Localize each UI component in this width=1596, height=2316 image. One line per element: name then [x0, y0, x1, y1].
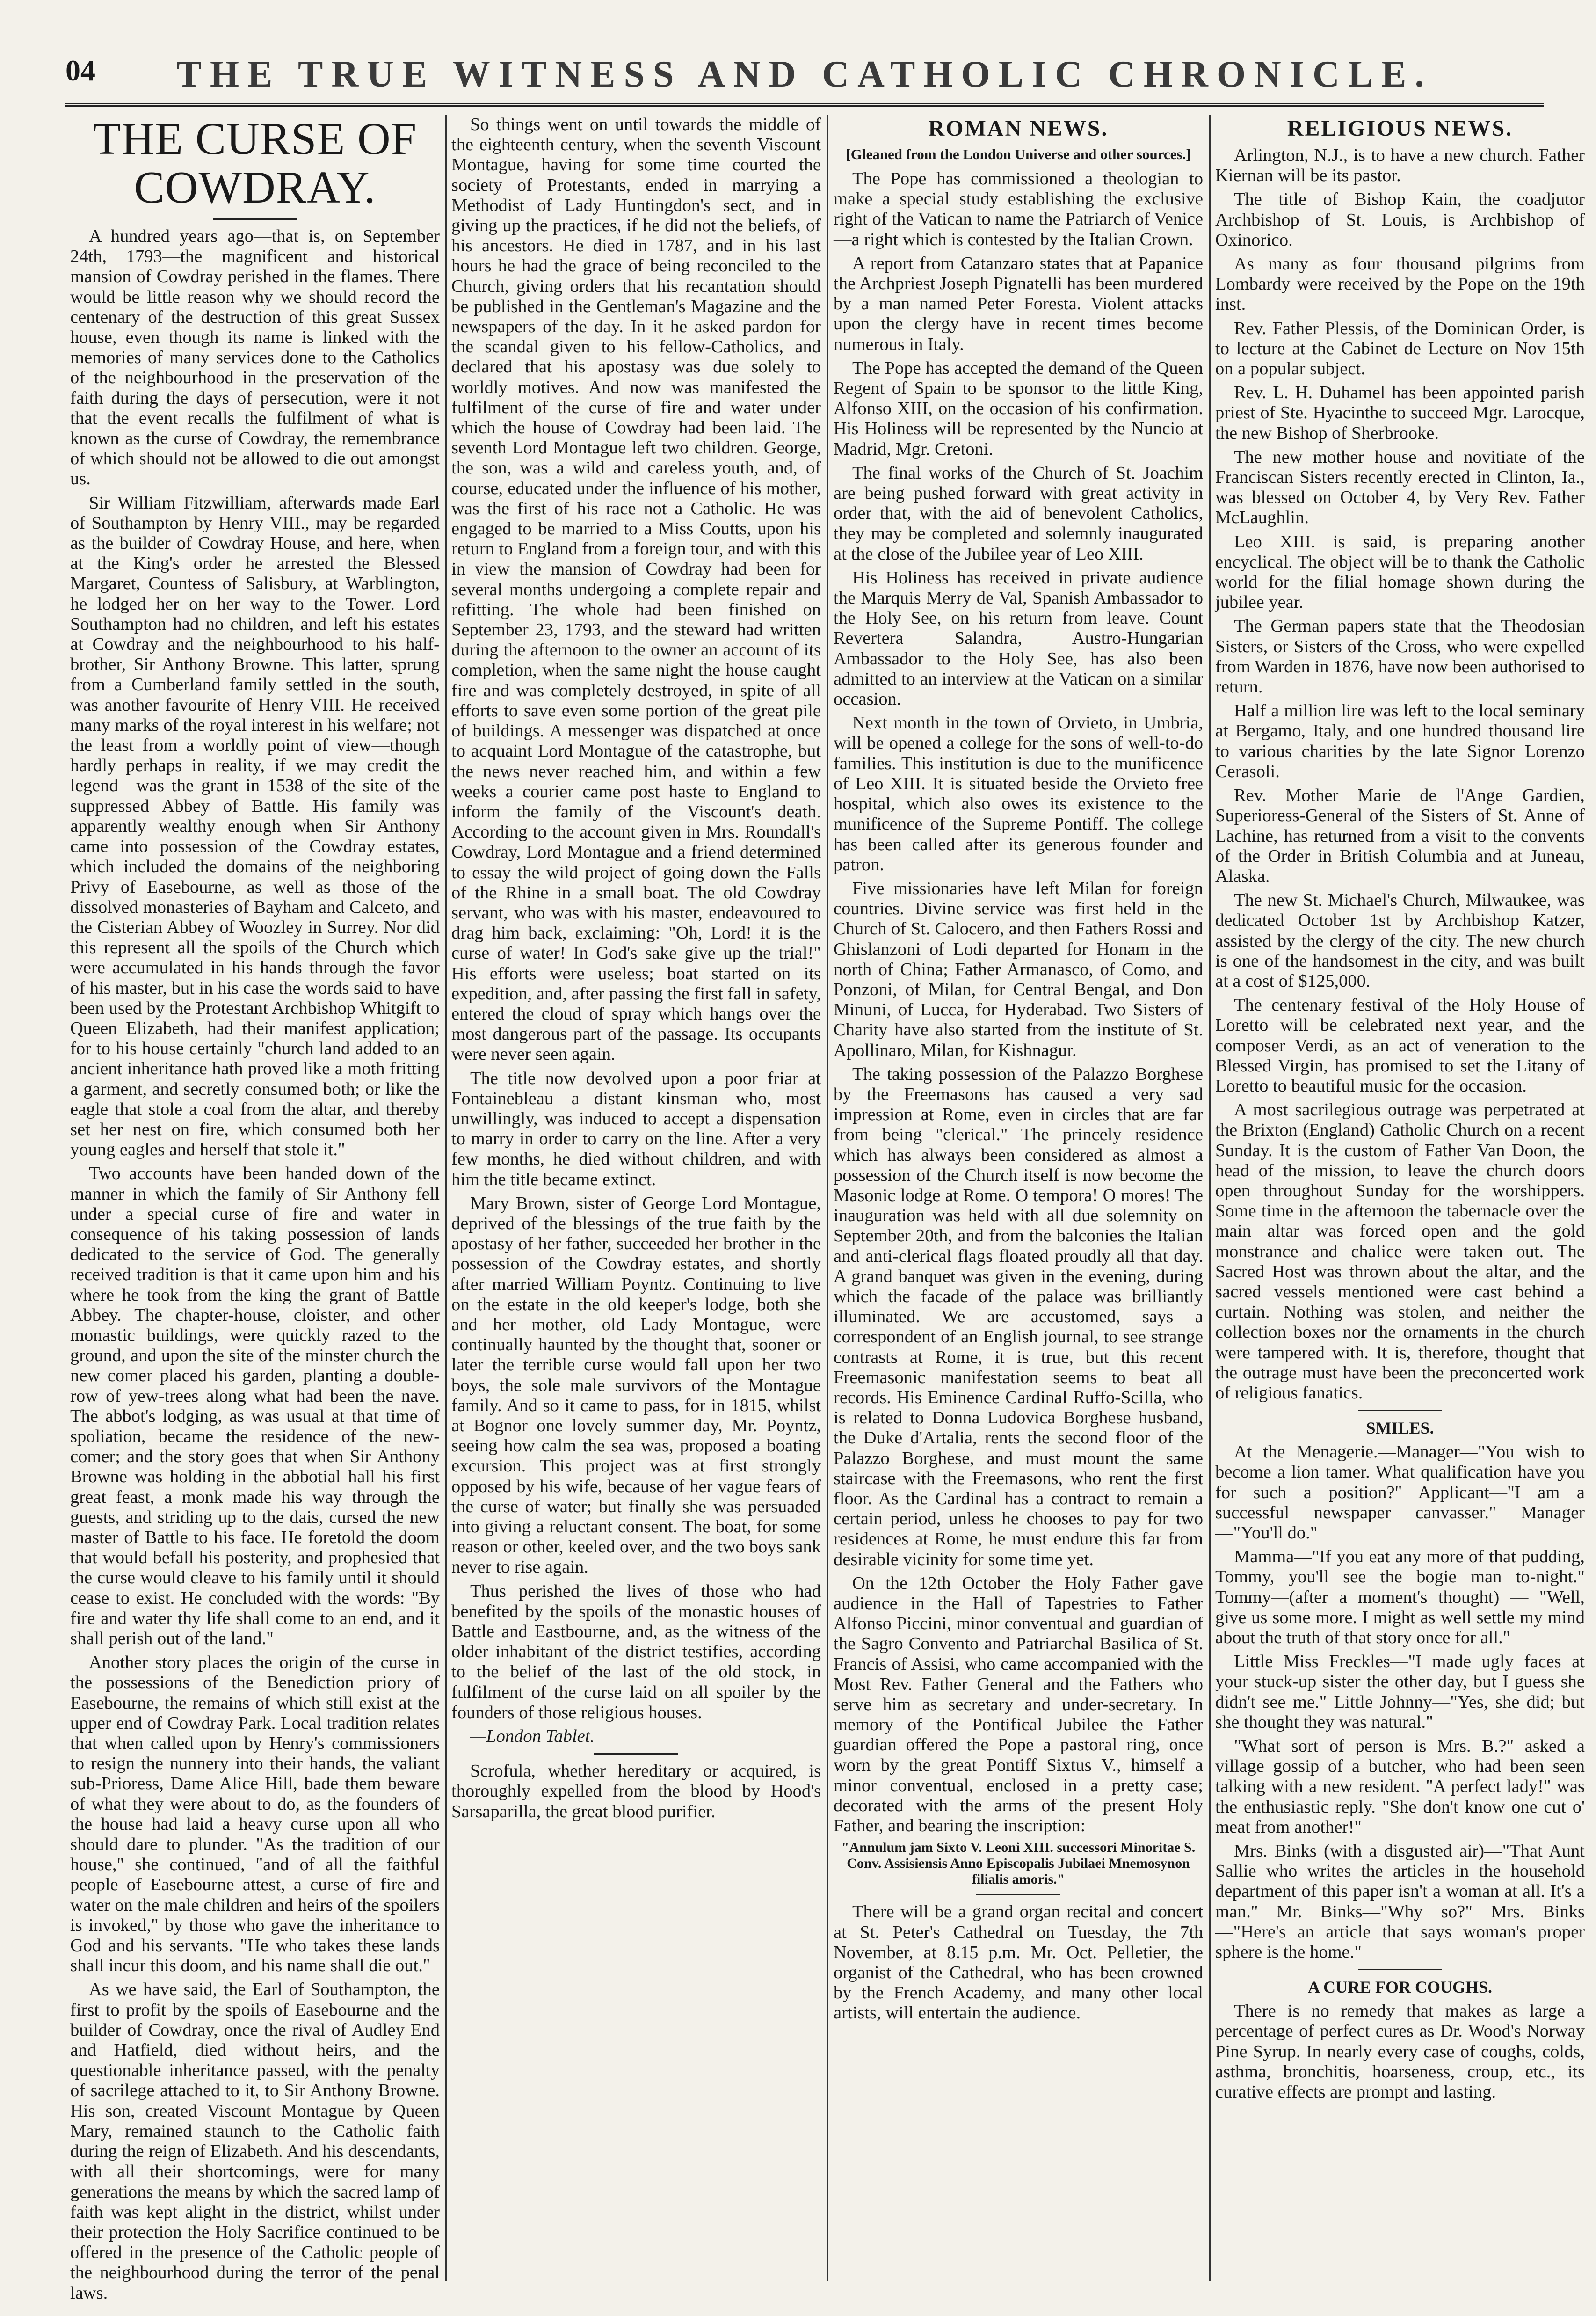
- roman-news-subhead: [Gleaned from the London Universe and other sources.]: [846, 146, 1191, 162]
- article-signature: —London Tablet.: [470, 1726, 595, 1747]
- news-paragraph: Rev. Father Plessis, of the Dominican Order, is to lecture at the Cabinet de Lecture on Nov 15th on a popular subject.: [1215, 318, 1585, 379]
- news-paragraph: The title of Bishop Kain, the coadjutor Archbishop of St. Louis, is Archbishop of Oxinorico.: [1215, 189, 1585, 250]
- joke-paragraph: "What sort of person is Mrs. B.?" asked a village gossip of a butcher, who had been seen talking with a new resident. "A perfect lady!" was the enthusiastic reply. "She don't know one cut o' meat from another!": [1215, 1736, 1585, 1837]
- news-paragraph: Rev. L. H. Duhamel has been appointed parish priest of Ste. Hyacinthe to succeed Mgr. Larocque, the new Bishop of Sherbrooke.: [1215, 383, 1585, 443]
- ad-paragraph: There is no remedy that makes as large a percentage of perfect cures as Dr. Wood's Norway Pine Syrup. In nearly every case of coughs, colds, asthma, bronchitis, hoarseness, croup, etc., its curative effects are prompt and lasting.: [1215, 2001, 1585, 2102]
- news-paragraph: Five missionaries have left Milan for foreign countries. Divine service was first held in the Church of St. Calocero, and then Fathers Rossi and Ghislanzoni of Lodi departed for Honam in the north of China; Father Armanasco, of Como, and Ponzoni, of Milan, for Central Bengal, and Don Minuni, of Lucca, for Hyderabad. Two Sisters of Charity have also started from the institute of St. Apollinaro, Milan, for Kishnagur.: [834, 878, 1203, 1060]
- news-paragraph: The new St. Michael's Church, Milwaukee, was dedicated October 1st by Archbishop Katzer, assisted by the clergy of the city. The new church is one of the handsomest in the city, and was built at a cost of $125,000.: [1215, 890, 1585, 991]
- column-4: [1215, 115, 1585, 2286]
- news-paragraph: Half a million lire was left to the local seminary at Bergamo, Italy, and one hundred thousand lire to various charities by the late Signor Lorenzo Cerasoli.: [1215, 701, 1585, 781]
- section-rule: [594, 1753, 678, 1755]
- news-paragraph: A most sacrilegious outrage was perpetrated at the Brixton (England) Catholic Church on a recent Sunday. It is the custom of Father Van Doon, the head of the mission, to leave the church doors open throughout Sunday for the worshippers. Some time in the afternoon the tabernacle over the main altar was forced open and the gold monstrance and chalice were taken out. The Sacred Host was thrown about the altar, and the sacred vessels mentioned were cast behind a curtain. Nothing was stolen, and neither the collection boxes nor the ornaments in the church were tampered with. It is, therefore, thought that the outrage must have been the preconcerted work of religious fanatics.: [1215, 1100, 1585, 1403]
- ad-scrofula: Scrofula, whether hereditary or acquired, is thoroughly expelled from the blood by Hood's Sarsaparilla, the great blood purifier.: [451, 1761, 821, 1821]
- headline-cure-for-coughs: A CURE FOR COUGHS.: [1307, 1978, 1493, 1997]
- news-paragraph: The Pope has accepted the demand of the Queen Regent of Spain to be sponsor to the little King, Alfonso XIII, on the occasion of his confirmation. His Holiness will be represented by the Nuncio at Madrid, Mgr. Cretoni.: [834, 358, 1203, 459]
- article-paragraph: So things went on until towards the middle of the eighteenth century, when the seventh Viscount Montague, having for some time courted the society of Protestants, ended in marrying a Methodist of Lady Huntingdon's sect, and in giving up the practices, if he did not the beliefs, of his ancestors. He died in 1787, and in his last hours he had the grace of being reconciled to the Church, giving orders that his recantation should be published in the Gentleman's Magazine and the newspapers of the day. In it he asked pardon for the scandal given to his fellow-Catholics, and declared that his apostasy was due solely to worldly motives. And now was manifested the fulfilment of the curse of fire and water under which the house of Cowdray had been laid. The seventh Lord Montague left two children. George, the son, was a wild and careless youth, and, of course, educated under the influence of his mother, was the first of his race not a Catholic. He was engaged to be married to a Miss Coutts, upon his return to England from a foreign tour, and with this in view the mansion of Cowdray had been for several months undergoing a complete repair and refitting. The whole had been finished on September 23, 1793, and the steward had written during the afternoon to the owner an account of its completion, when the same night the house caught fire and was completely destroyed, in spite of all efforts to save even some portion of the great pile of buildings. A messenger was dispatched at once to acquaint Lord Montague of the catastrophe, but the news never reached him, and within a few weeks a courier came post haste to England to inform the family of the Viscount's death. According to the account given in Mrs. Roundall's Cowdray, Lord Montague and a friend determined to essay the wild project of going down the Falls of the Rhine in a small boat. The old Cowdray servant, who was with his master, endeavoured to drag him back, exclaiming: "Oh, Lord! it is the curse of water! In God's sake give up the trial!" His efforts were useless; boat started on its expedition, and, after passing the first fall in safety, entered the cloud of spray which hangs over the most dangerous part of the passage. Its occupants were never seen again.: [451, 115, 821, 1064]
- headline-rule: [213, 218, 297, 220]
- news-paragraph: The taking possession of the Palazzo Borghese by the Freemasons has caused a very sad impression at Rome, even in circles that are far from being "clerical." The princely residence which has always been considered as almost a possession of the Church itself is now become the Masonic lodge at Rome. O tempora! O mores! The inauguration was held with all due solemnity on September 20th, and from the balconies the Italian and anti-clerical flags floated proudly all that day. A grand banquet was given in the evening, during which the facade of the palace was brilliantly illuminated. We are accustomed, says a correspondent of an English journal, to see strange contrasts at Rome, it is true, but this recent Freemasonic manifestation seems to beat all records. His Eminence Cardinal Ruffo-Scilla, who is related to Donna Ludovica Borghese husband, the Duke d'Artalia, rents the second floor of the Palazzo Borghese, and must mount the same staircase with the Freemasons, who rent the first floor. As the Cardinal has a contract to remain a certain period, unless he chooses to pay for two residences at Rome, he must endure this far from desirable vicinity for some time yet.: [834, 1064, 1203, 1569]
- article-paragraph: Sir William Fitzwilliam, afterwards made Earl of Southampton by Henry VIII., may be regarded as the builder of Cowdray House, and here, when at the King's order he arrested the Blessed Margaret, Countess of Salisbury, at Warblington, he lodged her on her way to the Tower. Lord Southampton had no children, and left his estates at Cowdray and the neighbourhood to his half-brother, Sir Anthony Browne. This latter, sprung from a Cumberland family settled in the south, was another favourite of Henry VIII. He received many marks of the royal interest in his welfare; not the least from a worldly point of view—though hardly perhaps in reality, if we may credit the legend—was the grant in 1538 of the site of the suppressed Abbey of Battle. His family was apparently wealthy enough when Sir Anthony came into possession of the Cowdray estates, which included the domains of the neighboring Privy of Easebourne, as well as those of the dissolved monasteries of Bayham and Calceto, and the Cisterian Abbey of Woozley in Surrey. Nor did this represent all the spoils of the Church which were accumulated in his hands through the favor of his master, but in his case the words said to have been used by the Protestant Archbishop Whitgift to Queen Elizabeth, had their manifest application; for to his house certainly "church land added to an ancient inheritance hath proved like a moth fritting a garment, and secretly consumed both; or like the eagle that stole a coal from the altar, and thereby set her nest on fire, which consumed both her young eagles and herself that stole it.": [70, 493, 440, 1160]
- column-3: [834, 115, 1203, 2286]
- headline-smiles: SMILES.: [1366, 1419, 1434, 1438]
- ring-inscription: "Annulum jam Sixto V. Leoni XIII. successori Minoritae S. Conv. Assisiensis Anno Episcopalis Jubilaei Mnemosynon filialis amoris.": [841, 1840, 1196, 1887]
- news-paragraph: His Holiness has received in private audience the Marquis Merry de Val, Spanish Ambassador to the Holy See, on his return from leave. Count Revertera Salandra, Austro-Hungarian Ambassador to the Holy See, has also been admitted to an interview at the Vatican on a similar occasion.: [834, 568, 1203, 709]
- headline-religious-news: RELIGIOUS NEWS.: [1287, 116, 1513, 141]
- news-paragraph: There will be a grand organ recital and concert at St. Peter's Cathedral on Tuesday, the 7th November, at 8.15 p.m. Mr. Oct. Pelletier, the organist of the Cathedral, who has been crowned by the French Academy, and many other local artists, will entertain the audience.: [834, 1902, 1203, 2023]
- column-2: [451, 115, 821, 2286]
- column-divider: [827, 115, 828, 2281]
- article-paragraph: A hundred years ago—that is, on September 24th, 1793—the magnificent and historical mansion of Cowdray perished in the flames. There would be little reason why we should record the centenary of the destruction of this great Sussex house, even though its name is linked with the memories of many services done to the Catholics of the neighbourhood in the preservation of the faith during the days of persecution, were it not that the event recalls the fulfilment of what is known as the curse of Cowdray, the remembrance of which should not be allowed to die out amongst us.: [70, 226, 440, 489]
- joke-paragraph: Little Miss Freckles—"I made ugly faces at your stuck-up sister the other day, but I guess she didn't see me." Little Johnny—"Yes, she did; but she thought they was natural.": [1215, 1652, 1585, 1732]
- headline-roman-news: ROMAN NEWS.: [928, 116, 1109, 141]
- news-paragraph: The final works of the Church of St. Joachim are being pushed forward with great activity in order that, with the aid of benevolent Catholics, they may be completed and solemnly inaugurated at the close of the Jubilee year of Leo XIII.: [834, 463, 1203, 564]
- article-paragraph: Another story places the origin of the curse in the possessions of the Benediction priory of Easebourne, the remains of which still exist at the upper end of Cowdray Park. Local tradition relates that when called upon by Henry's commissioners to resign the nunnery into their hands, the valiant sub-Prioress, Dame Alice Hill, bade them beware of what they were about to do, as the founders of the house had laid a heavy curse upon all who should dare to plunder. "As the tradition of our house," she continued, "and of all the faithful people of Easebourne attest, a curse of fire and water on the male children and heirs of the spoilers is invoked," by those who gave the inheritance to God and his servants. "He who takes these lands shall incur this doom, and his name shall die out.": [70, 1653, 440, 1976]
- joke-paragraph: At the Menagerie.—Manager—"You wish to become a lion tamer. What qualification have you for such a position?" Applicant—"I am a successful newspaper canvasser." Manager—"You'll do.": [1215, 1442, 1585, 1543]
- news-paragraph: The centenary festival of the Holy House of Loretto will be celebrated next year, and the composer Verdi, as an act of veneration to the Blessed Virgin, has promised to set the Litany of Loretto to beautiful music for the occasion.: [1215, 995, 1585, 1096]
- column-divider: [445, 115, 447, 2281]
- article-paragraph: Two accounts have been handed down of the manner in which the family of Sir Anthony fell under a special curse of fire and water in consequence of his taking possession of lands dedicated to the service of God. The generally received tradition is that it came upon him and his where he took from the king the grant of Battle Abbey. The chapter-house, cloister, and other monastic buildings, were quickly razed to the ground, and upon the site of the minster church the new comer placed his garden, planting a double-row of yew-trees along what had been the nave. The abbot's lodging, as was usual at that time of spoliation, became the residence of the new-comer; and the story goes that when Sir Anthony Browne was holding in the abbotial hall his first great feast, a monk made his way through the guests, and striding up to the dais, cursed the new master of Battle to his face. He foretold the doom that would befall his posterity, and prophesied that the curse would cleave to his family until it should cease to exist. He concluded with the words: "By fire and water thy life shall come to an end, and it shall perish out of the land.": [70, 1164, 440, 1649]
- article-paragraph: Thus perished the lives of those who had benefited by the spoils of the monastic houses of Battle and Eastbourne, and, as the witness of the older inhabitant of the district testifies, according to the belief of the last of the old stock, in fulfilment of the curse laid on all spoiler by the founders of those religious houses.: [451, 1581, 821, 1722]
- joke-paragraph: Mamma—"If you eat any more of that pudding, Tommy, you'll see the bogie man to-night." Tommy—(after a moment's thought) — "Well, give us some more. I might as well settle my mind about the truth of that story once for all.": [1215, 1547, 1585, 1648]
- news-paragraph: On the 12th October the Holy Father gave audience in the Hall of Tapestries to Father Alfonso Piccini, minor conventual and guardian of the Sagro Convento and Patriarchal Basilica of St. Francis of Assisi, who came accompanied with the Most Rev. Father General and the Fathers who serve him as secretary and under-secretary. In memory of the Pontifical Jubilee the Father guardian offered the Pope a pastoral ring, once worn by the great Pontiff Sixtus V., himself a minor conventual, enclosed in a pretty case; decorated with the arms of the present Holy Father, and bearing the inscription:: [834, 1573, 1203, 1836]
- joke-paragraph: Mrs. Binks (with a disgusted air)—"That Aunt Sallie who writes the articles in the household department of this paper isn't a woman at all. It's a man." Mr. Binks—"Why so?" Mrs. Binks—"Here's an article that says woman's proper sphere is the home.": [1215, 1841, 1585, 1962]
- section-rule: [976, 1894, 1060, 1895]
- news-paragraph: Rev. Mother Marie de l'Ange Gardien, Superioress-General of the Sisters of St. Anne of Lachine, has returned from a visit to the convents of the Order in British Columbia and at Juneau, Alaska.: [1215, 786, 1585, 886]
- section-rule: [1358, 1410, 1442, 1411]
- news-paragraph: A report from Catanzaro states that at Papanice the Archpriest Joseph Pignatelli has been murdered by a man named Peter Foresta. Violent attacks upon the clergy have in recent times become numerous in Italy.: [834, 253, 1203, 354]
- article-paragraph: Mary Brown, sister of George Lord Montague, deprived of the blessings of the true faith by the apostasy of her father, succeeded her brother in the possession of the Cowdray estates, and shortly after married William Poyntz. Continuing to live on the estate in the old keeper's lodge, both she and her mother, old Lady Montague, were continually haunted by the thought that, sooner or later the terrible curse would fall upon her two boys, the sole male survivors of the Montague family. And so it came to pass, for in 1815, whilst at Bognor one lovely summer day, Mr. Poyntz, seeing how calm the sea was, proposed a boating excursion. This project was at first strongly opposed by his wife, because of her vague fears of the curse of water; but finally she was persuaded into giving a reluctant consent. The boat, for some reason or other, keeled over, and the two boys sank never to rise again.: [451, 1193, 821, 1577]
- page-number: 04: [65, 54, 95, 87]
- newspaper-title: THE TRUE WITNESS AND CATHOLIC CHRONICLE.: [176, 54, 1433, 95]
- article-paragraph: As we have said, the Earl of Southampton, the first to profit by the spoils of Easebourne and the builder of Cowdray, once the rival of Audley End and Hatfield, died without heirs, and the questionable inheritance passed, with the penalty of sacrilege attached to it, to Sir Anthony Browne. His son, created Viscount Montague by Queen Mary, remained staunch to the Catholic faith during the reign of Elizabeth. And his descendants, with all their shortcomings, were for many generations the means by which the sacred lamp of faith was kept alight in the district, whilst under their protection the Holy Sacrifice continued to be offered in the presence of the Catholic people of the neighbourhood during the terror of the penal laws.: [70, 1980, 440, 2303]
- news-paragraph: The Pope has commissioned a theologian to make a special study establishing the exclusive right of the Vatican to name the Patriarch of Venice—a right which is contested by the Italian Crown.: [834, 169, 1203, 249]
- news-paragraph: Arlington, N.J., is to have a new church. Father Kiernan will be its pastor.: [1215, 146, 1585, 186]
- news-paragraph: The German papers state that the Theodosian Sisters, or Sisters of the Cross, who were expelled from Warden in 1876, have now been authorised to return.: [1215, 616, 1585, 697]
- masthead: [65, 47, 1544, 107]
- news-paragraph: The new mother house and novitiate of the Franciscan Sisters recently erected in Clinton, Ia., was blessed on October 4, by Very Rev. Father McLaughlin.: [1215, 447, 1585, 528]
- column-1: [70, 114, 440, 2303]
- news-paragraph: Leo XIII. is said, is preparing another encyclical. The object will be to thank the Catholic world for the filial homage shown during the jubilee year.: [1215, 532, 1585, 612]
- news-paragraph: As many as four thousand pilgrims from Lombardy were received by the Pope on the 19th inst.: [1215, 254, 1585, 314]
- column-divider: [1209, 115, 1211, 2281]
- section-rule: [1358, 1969, 1442, 1970]
- headline-curse-of-cowdray: THE CURSE OF COWDRAY.: [93, 114, 417, 213]
- article-paragraph: The title now devolved upon a poor friar at Fontainebleau—a distant kinsman—who, most unwillingly, was induced to accept a dispensation to marry in order to carry on the line. After a very few months, he died without children, and with him the title became extinct.: [451, 1068, 821, 1189]
- news-paragraph: Next month in the town of Orvieto, in Umbria, will be opened a college for the sons of well-to-do families. This institution is due to the munificence of Leo XIII. It is situated beside the Orvieto free hospital, which also owes its existence to the munificence of the Supreme Pontiff. The college has been called after its generous founder and patron.: [834, 713, 1203, 874]
